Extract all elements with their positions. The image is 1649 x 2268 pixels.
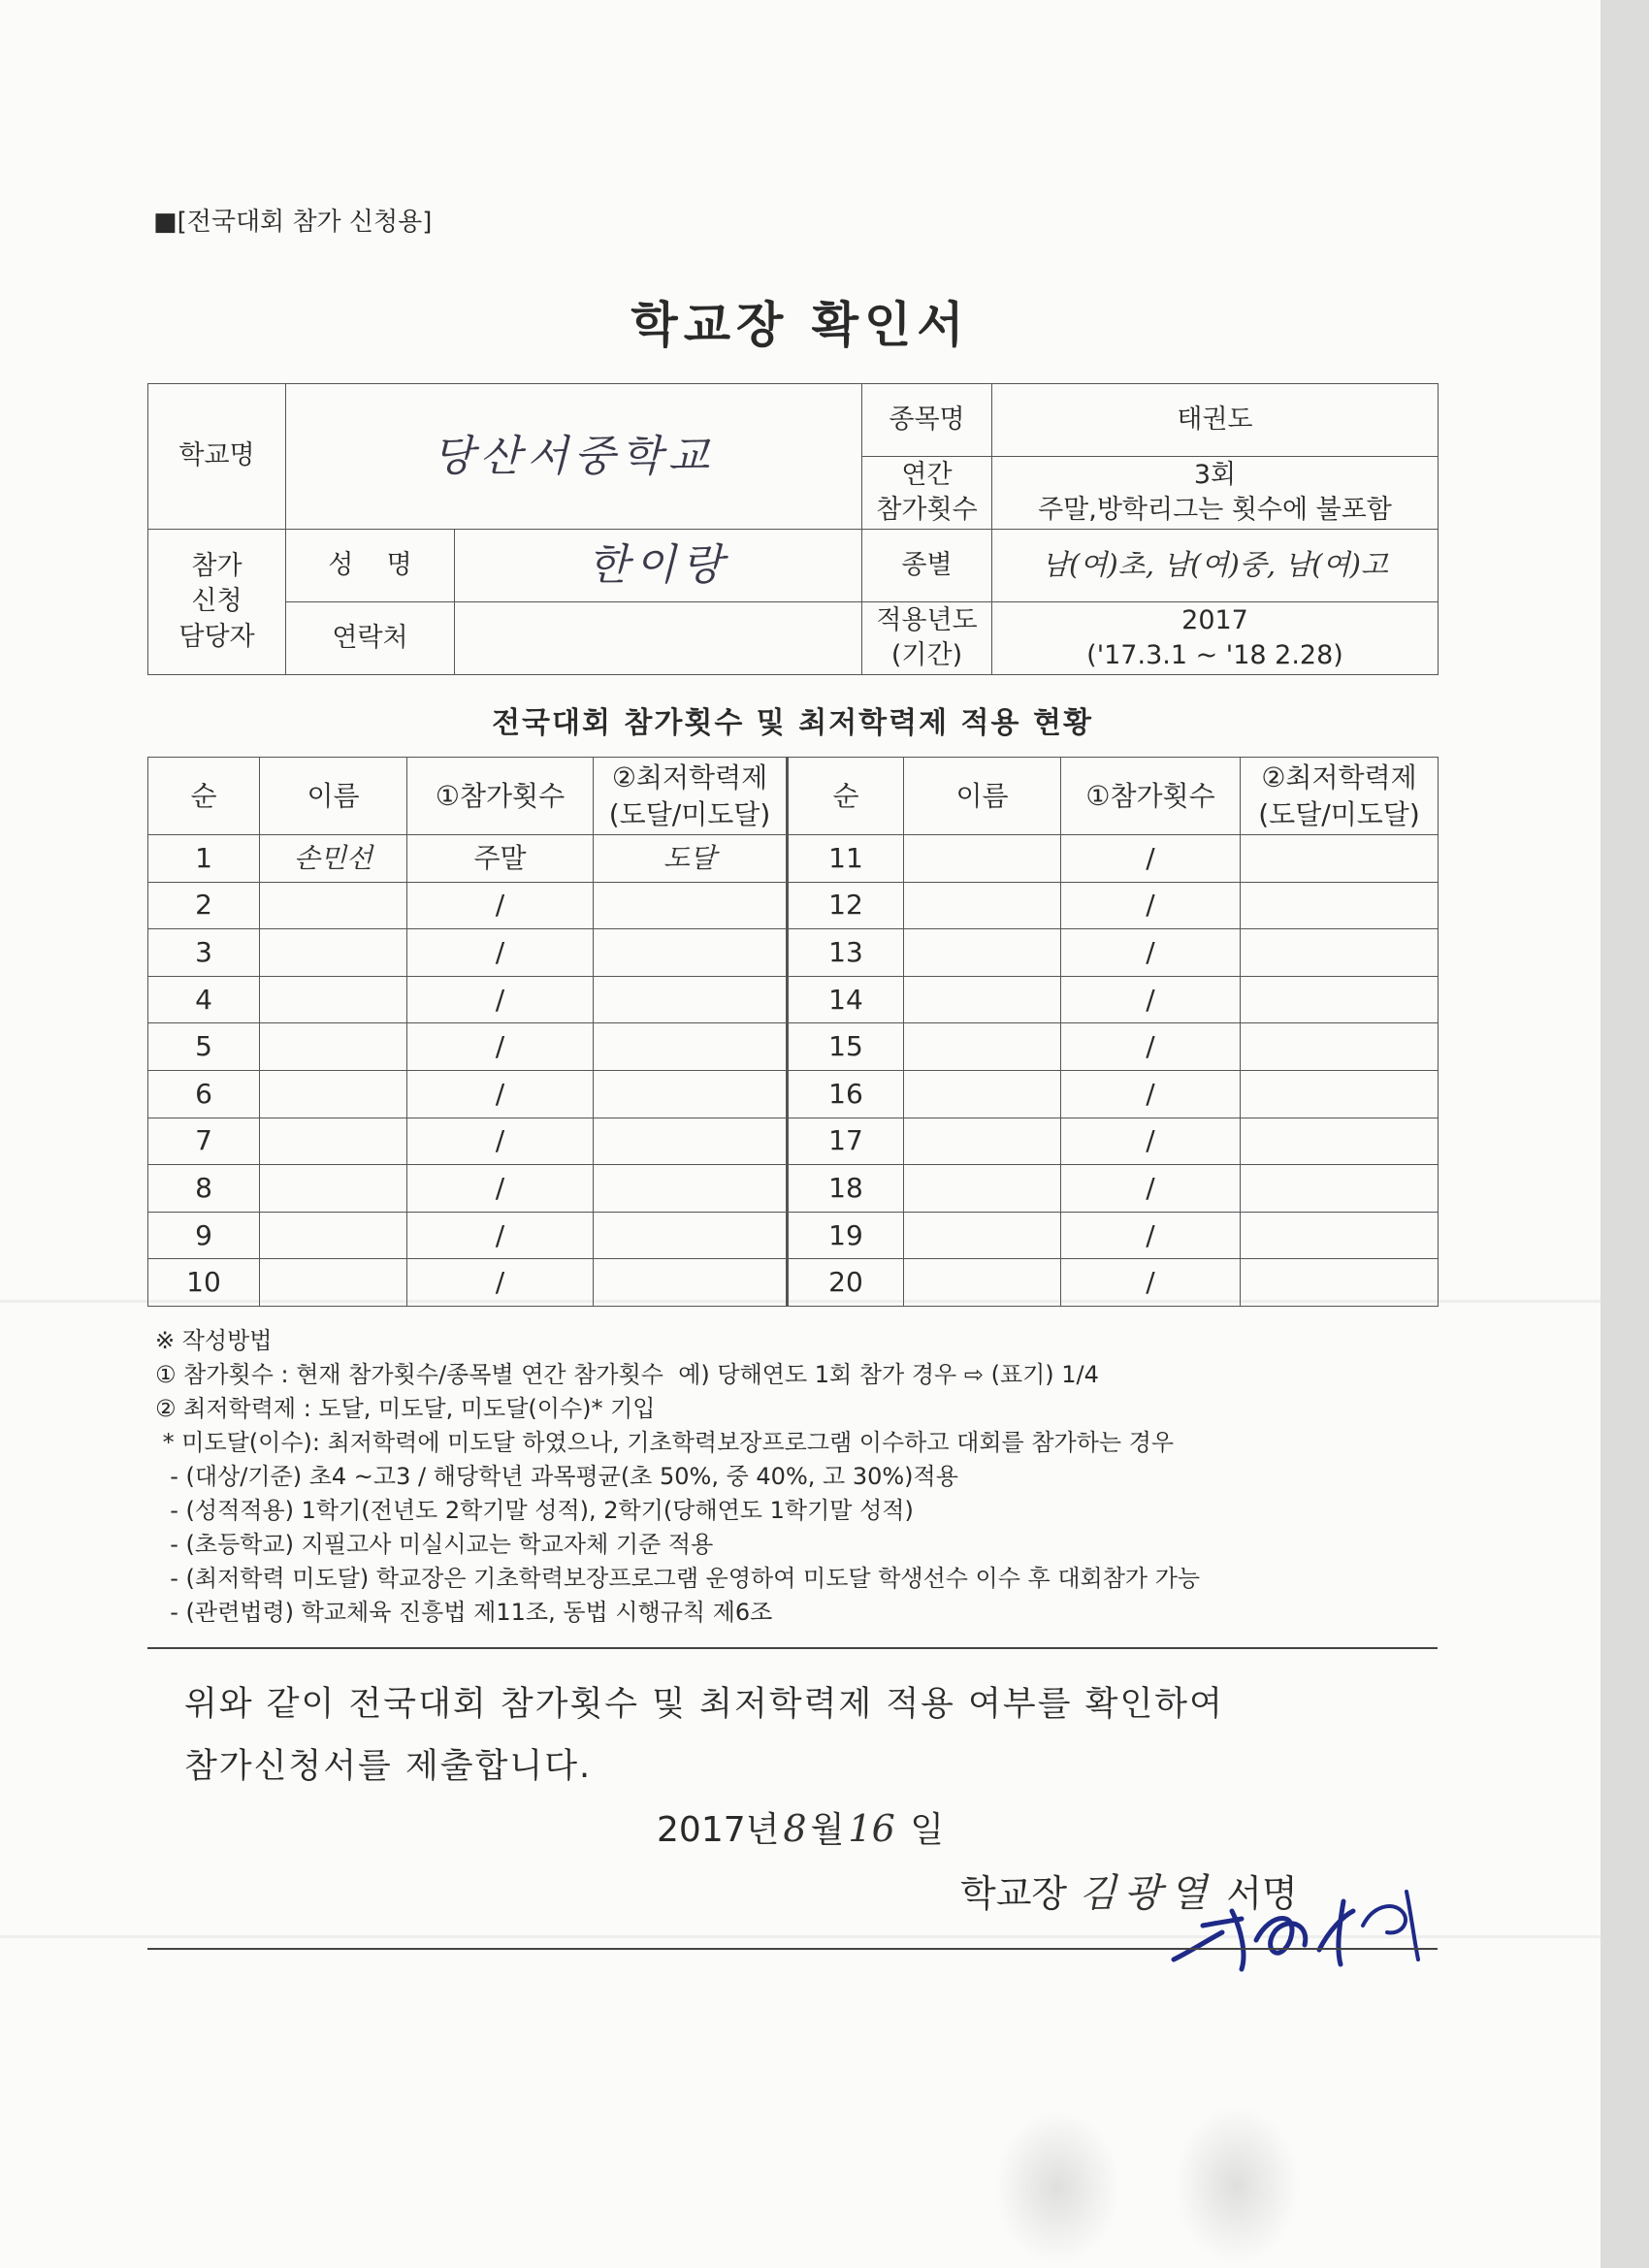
- event-label: 종목명: [862, 384, 992, 457]
- row-no: 15: [788, 1023, 904, 1071]
- row-name: [260, 1165, 407, 1213]
- note-line: ② 최저학력제 : 도달, 미도달, 미도달(이수)* 기입: [155, 1395, 656, 1422]
- row-count: /: [1061, 1070, 1241, 1118]
- row-name: [904, 1259, 1061, 1307]
- row-count: /: [407, 1165, 594, 1213]
- annual-count-label-line1: 연간: [901, 459, 953, 490]
- year-value-line1: 2017: [1181, 604, 1248, 635]
- row-count: /: [407, 1259, 594, 1307]
- name-value: 한이랑: [455, 530, 862, 602]
- school-value: 당산서중학교: [286, 384, 862, 530]
- row-min-level: [1241, 1118, 1439, 1165]
- row-no: 1: [148, 835, 260, 883]
- school-label: 학교명: [148, 384, 286, 530]
- section-title: 전국대회 참가횟수 및 최저학력제 적용 현황: [492, 706, 1093, 740]
- event-value: 태권도: [992, 384, 1439, 457]
- row-name: [260, 882, 407, 929]
- row-name: [904, 1212, 1061, 1259]
- row-min-level: [1241, 835, 1439, 883]
- header-min-line2: (도달/미도달): [1258, 797, 1420, 830]
- note-line: - (초등학교) 지필고사 미실시교는 학교자체 기준 적용: [155, 1531, 714, 1558]
- header-count: ①참가횟수: [407, 758, 594, 835]
- row-min-level: [594, 1023, 788, 1071]
- row-name: [904, 1165, 1061, 1213]
- row-name: [904, 1070, 1061, 1118]
- date-day: 16: [848, 1807, 895, 1850]
- note-line: - (성적적용) 1학기(전년도 2학기말 성적), 2학기(당해연도 1학기말 성적): [155, 1497, 914, 1524]
- header-no: 순: [788, 758, 904, 835]
- year-value-line2: ('17.3.1 ~ '18 2.28): [1086, 640, 1343, 670]
- row-min-level: [594, 1118, 788, 1165]
- applicant-label-line3: 담당자: [178, 621, 255, 652]
- row-count: /: [407, 929, 594, 977]
- row-count: /: [1061, 1165, 1241, 1213]
- year-label-line2: (기간): [890, 640, 963, 670]
- row-count: /: [407, 1118, 594, 1165]
- table-row: [148, 976, 1439, 1023]
- header-name: 이름: [904, 758, 1061, 835]
- row-name: [260, 1212, 407, 1259]
- sign-label: 서명: [1226, 1872, 1298, 1915]
- applicant-label-line1: 참가: [191, 550, 242, 581]
- year-label-line1: 적용년도: [876, 604, 978, 635]
- row-min-level: [594, 976, 788, 1023]
- header-min-line2: (도달/미도달): [608, 797, 771, 830]
- row-count: /: [1061, 1212, 1241, 1259]
- row-min-level: [1241, 1212, 1439, 1259]
- row-min-level: [1241, 1259, 1439, 1307]
- declaration: [184, 1673, 1445, 1798]
- row-min-level: [1241, 1023, 1439, 1071]
- row-name: [260, 1023, 407, 1071]
- annual-count-label: [862, 457, 992, 530]
- contact-value: [455, 602, 862, 675]
- year-label: [862, 602, 992, 675]
- row-name: [260, 976, 407, 1023]
- table-row: [148, 1023, 1439, 1071]
- principal-name: 김광열: [1079, 1871, 1215, 1916]
- year-value: [992, 602, 1439, 675]
- status-table: [147, 757, 1439, 1307]
- row-name: 손민선: [260, 835, 407, 883]
- header-min-line1: ②최저학력제: [1261, 761, 1417, 794]
- applicant-label: [148, 530, 286, 675]
- row-name: [904, 882, 1061, 929]
- row-count: /: [407, 1212, 594, 1259]
- divider: [147, 1647, 1438, 1649]
- row-min-level: [1241, 1070, 1439, 1118]
- row-no: 17: [788, 1118, 904, 1165]
- row-count: /: [1061, 882, 1241, 929]
- row-count: /: [1061, 929, 1241, 977]
- handwritten-signature: [1164, 1872, 1445, 1979]
- table-row: [148, 835, 1439, 883]
- row-name: [904, 835, 1061, 883]
- note-line: - (최저학력 미도달) 학교장은 기초학력보장프로그램 운영하여 미도달 학생선수 이수 후 대회참가 가능: [155, 1565, 1201, 1592]
- date-line: [0, 1802, 1600, 1852]
- row-count: /: [407, 1023, 594, 1071]
- header-min-level: [594, 758, 788, 835]
- row-name: [904, 929, 1061, 977]
- principal-label: 학교장: [960, 1872, 1068, 1915]
- date-month: 8: [783, 1807, 807, 1850]
- row-min-level: [594, 929, 788, 977]
- note-line: * 미도달(이수): 최저학력에 미도달 하였으나, 기초학력보장프로그램 이수하고 대회를 참가하는 경우: [155, 1429, 1175, 1456]
- row-min-level: 도달: [594, 835, 788, 883]
- row-name: [260, 1070, 407, 1118]
- note-line: ※ 작성방법: [155, 1327, 273, 1354]
- row-name: [260, 1259, 407, 1307]
- applicant-label-line2: 신청: [191, 586, 242, 617]
- row-count: /: [407, 1070, 594, 1118]
- row-count: /: [1061, 1023, 1241, 1071]
- smudge: [1174, 2105, 1300, 2265]
- row-no: 11: [788, 835, 904, 883]
- row-min-level: [1241, 929, 1439, 977]
- row-no: 10: [148, 1259, 260, 1307]
- header-name: 이름: [260, 758, 407, 835]
- writing-instructions: [155, 1324, 1455, 1630]
- row-min-level: [1241, 976, 1439, 1023]
- row-name: [260, 929, 407, 977]
- row-min-level: [594, 1212, 788, 1259]
- row-no: 19: [788, 1212, 904, 1259]
- row-count: /: [1061, 976, 1241, 1023]
- table-row: [148, 882, 1439, 929]
- declaration-line1: 위와 같이 전국대회 참가횟수 및 최저학력제 적용 여부를 확인하여: [184, 1685, 1224, 1724]
- table-row: [148, 1212, 1439, 1259]
- annual-count-label-line2: 참가횟수: [876, 495, 978, 525]
- row-no: 20: [788, 1259, 904, 1307]
- declaration-line2: 참가신청서를 제출합니다.: [184, 1747, 593, 1786]
- table-row: [148, 929, 1439, 977]
- annual-count-value-line2: 주말,방학리그는 횟수에 불포함: [1038, 495, 1392, 525]
- row-min-level: [1241, 1165, 1439, 1213]
- date-year: 2017년: [657, 1810, 780, 1850]
- row-no: 6: [148, 1070, 260, 1118]
- date-day-unit: 일: [898, 1810, 944, 1850]
- table-row: [148, 1259, 1439, 1307]
- row-no: 12: [788, 882, 904, 929]
- date-month-unit: 월: [810, 1810, 845, 1850]
- note-line: - (관련법령) 학교체육 진흥법 제11조, 동법 시행규칙 제6조: [155, 1599, 773, 1626]
- row-no: 8: [148, 1165, 260, 1213]
- row-count: /: [407, 882, 594, 929]
- row-no: 4: [148, 976, 260, 1023]
- row-no: 3: [148, 929, 260, 977]
- scan-background: [1600, 0, 1649, 2268]
- row-min-level: [1241, 882, 1439, 929]
- note-line: - (대상/기준) 초4 ~고3 / 해당학년 과목평균(초 50%, 중 40%, 고 30%)적용: [155, 1463, 958, 1490]
- gender-value: 남(여)초, 남(여)중, 남(여)고: [992, 530, 1439, 602]
- smudge: [994, 2110, 1120, 2265]
- row-no: 14: [788, 976, 904, 1023]
- row-no: 18: [788, 1165, 904, 1213]
- note-line: ① 참가횟수 : 현재 참가횟수/종목별 연간 참가횟수 예) 당해연도 1회 참가 경우 ⇨ (표기) 1/4: [155, 1361, 1099, 1388]
- page-title: 학교장 확인서: [630, 297, 970, 353]
- annual-count-value-line1: 3회: [1193, 459, 1237, 490]
- gender-label: 종별: [862, 530, 992, 602]
- header-count: ①참가횟수: [1061, 758, 1241, 835]
- table-row: [148, 1070, 1439, 1118]
- row-count: /: [1061, 1118, 1241, 1165]
- row-min-level: [594, 1070, 788, 1118]
- row-no: 9: [148, 1212, 260, 1259]
- contact-label: 연락처: [286, 602, 455, 675]
- row-no: 13: [788, 929, 904, 977]
- annual-count-value: [992, 457, 1439, 530]
- info-table: [147, 383, 1439, 675]
- row-no: 5: [148, 1023, 260, 1071]
- row-name: [904, 1118, 1061, 1165]
- row-min-level: [594, 1165, 788, 1213]
- row-min-level: [594, 882, 788, 929]
- row-count: /: [407, 976, 594, 1023]
- divider: [147, 1948, 1438, 1950]
- row-no: 16: [788, 1070, 904, 1118]
- row-no: 2: [148, 882, 260, 929]
- row-count: /: [1061, 835, 1241, 883]
- row-name: [904, 1023, 1061, 1071]
- row-no: 7: [148, 1118, 260, 1165]
- table-row: [148, 1165, 1439, 1213]
- header-min-level: [1241, 758, 1439, 835]
- category-label: ■[전국대회 참가 신청용]: [153, 208, 433, 237]
- row-count: /: [1061, 1259, 1241, 1307]
- header-min-line1: ②최저학력제: [611, 761, 768, 794]
- row-name: [904, 976, 1061, 1023]
- header-no: 순: [148, 758, 260, 835]
- row-min-level: [594, 1259, 788, 1307]
- table-row: [148, 1118, 1439, 1165]
- name-label: 성 명: [286, 530, 455, 602]
- row-name: [260, 1118, 407, 1165]
- row-count: 주말: [407, 835, 594, 883]
